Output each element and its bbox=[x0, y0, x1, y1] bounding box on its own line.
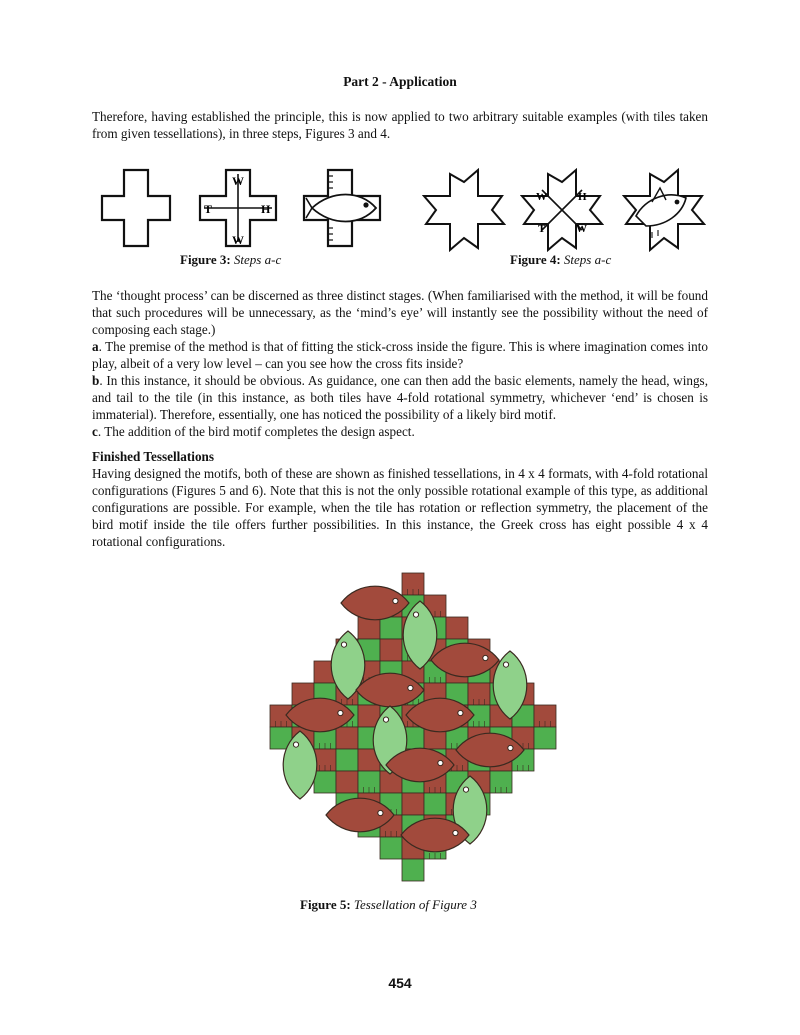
tess-bird-eye bbox=[458, 710, 463, 715]
figure-3-label: Figure 3: bbox=[180, 252, 231, 267]
tess-bird-eye bbox=[438, 760, 443, 765]
tess-cell bbox=[402, 793, 424, 815]
step-a-key: a bbox=[92, 339, 99, 354]
tess-cell bbox=[336, 771, 358, 793]
finished-tessellations-title: Finished Tessellations bbox=[92, 449, 215, 464]
step-c-text: . The addition of the bird motif completes the design aspect. bbox=[97, 424, 415, 439]
fig4-letter-h: H bbox=[578, 191, 587, 203]
figure-4a-pinwheel bbox=[422, 168, 506, 252]
tess-bird-eye bbox=[293, 742, 298, 747]
fig4-letter-t: T bbox=[538, 223, 546, 235]
step-c-key: c bbox=[92, 424, 98, 439]
figure-4b-pinwheel-cross bbox=[520, 168, 604, 252]
tess-cell bbox=[380, 639, 402, 661]
tess-bird-eye bbox=[508, 745, 513, 750]
tess-bird-eye bbox=[378, 810, 383, 815]
figure-5-caption bbox=[300, 897, 477, 913]
fig4-letter-w-bottom: W bbox=[576, 223, 587, 235]
step-a-text: . The premise of the method is that of fitting the stick-cross inside the figure. This is where imagination comes into play, albeit of a very low level – can you see how the cross fits inside? bbox=[92, 339, 708, 371]
figure-3a-cross bbox=[100, 168, 172, 248]
tess-cell bbox=[380, 617, 402, 639]
fig4-letter-w-top: W bbox=[536, 191, 547, 203]
figure-4-caption-text: Steps a-c bbox=[563, 252, 612, 267]
figure-3c-bird-tile bbox=[302, 168, 384, 248]
figure-3b-stick-cross bbox=[198, 168, 278, 248]
tess-bird-eye bbox=[383, 717, 388, 722]
fig3-letter-h: H bbox=[261, 202, 271, 216]
section-heading: Part 2 - Application bbox=[343, 74, 457, 89]
step-b-text: . In this instance, it should be obvious. As guidance, one can then add the basic elements, namely the head, wings, and tail to the tile (in this instance, as both tiles have 4-fold rotational symmetry, whichever ‘end’ is chosen is immaterial). Therefore, essentially, one has noticed the possibility of a likely bird motif. bbox=[92, 373, 708, 422]
tess-bird-eye bbox=[483, 655, 488, 660]
finished-tessellations-text: Having designed the motifs, both of these are shown as finished tessellations, in 4 x 4 formats, with 4-fold rotational configurations (Figures 5 and 6). Note that this is not the only possible rotational example of this type, as additional configurations are possible. For example, when the tile has rotation or reflection symmetry, the placement of the bird motif inside the tile offers further possibilities. In this instance, the Greek cross has eight possible 4 x 4 rotational configurations. bbox=[92, 466, 708, 549]
figure-5-caption-text: Tessellation of Figure 3 bbox=[353, 897, 477, 912]
tess-bird-eye bbox=[408, 685, 413, 690]
intro-paragraph: Therefore, having established the principle, this is now applied to two arbitrary suitable examples (with tiles taken from given tessellations), in three steps, Figures 3 and 4. bbox=[92, 109, 708, 141]
figure-4c-bird-tile bbox=[622, 168, 706, 252]
tess-bird-eye bbox=[453, 830, 458, 835]
tess-bird-eye bbox=[503, 662, 508, 667]
figure-5-tessellation bbox=[260, 565, 562, 891]
tess-bird-eye bbox=[338, 710, 343, 715]
fig3-letter-w-bottom: W bbox=[232, 233, 244, 247]
tess-cell bbox=[424, 793, 446, 815]
tess-bird-eye bbox=[463, 787, 468, 792]
tess-bird-eye bbox=[413, 612, 418, 617]
tess-bird-eye bbox=[393, 598, 398, 603]
finished-tessellations-section bbox=[92, 448, 708, 550]
tess-cell bbox=[336, 749, 358, 771]
figure-3-caption bbox=[180, 252, 281, 268]
figure-5-label: Figure 5: bbox=[300, 897, 351, 912]
fig3-letter-t: T bbox=[204, 202, 213, 216]
figure-4-caption bbox=[510, 252, 611, 268]
tess-cell bbox=[446, 617, 468, 639]
tess-cell bbox=[534, 727, 556, 749]
tess-bird-eye bbox=[341, 642, 346, 647]
step-b-key: b bbox=[92, 373, 100, 388]
figures-3-4-row bbox=[92, 168, 708, 268]
tess-cell bbox=[336, 727, 358, 749]
fig3-letter-w-top: W bbox=[232, 174, 244, 188]
figure-4-label: Figure 4: bbox=[510, 252, 561, 267]
page-number: 454 bbox=[388, 975, 412, 991]
tess-cell bbox=[402, 859, 424, 881]
thought-process-text: The ‘thought process’ can be discerned as three distinct stages. (When familiarised with the method, it will be found that such procedures will be unnecessary, as the ‘mind’s eye’ will instantly see the possibility without the need of composing each stage.) bbox=[92, 288, 708, 337]
thought-process-paragraph bbox=[92, 287, 708, 440]
tess-cell bbox=[380, 837, 402, 859]
tess-cell bbox=[314, 771, 336, 793]
figure-3-caption-text: Steps a-c bbox=[233, 252, 282, 267]
